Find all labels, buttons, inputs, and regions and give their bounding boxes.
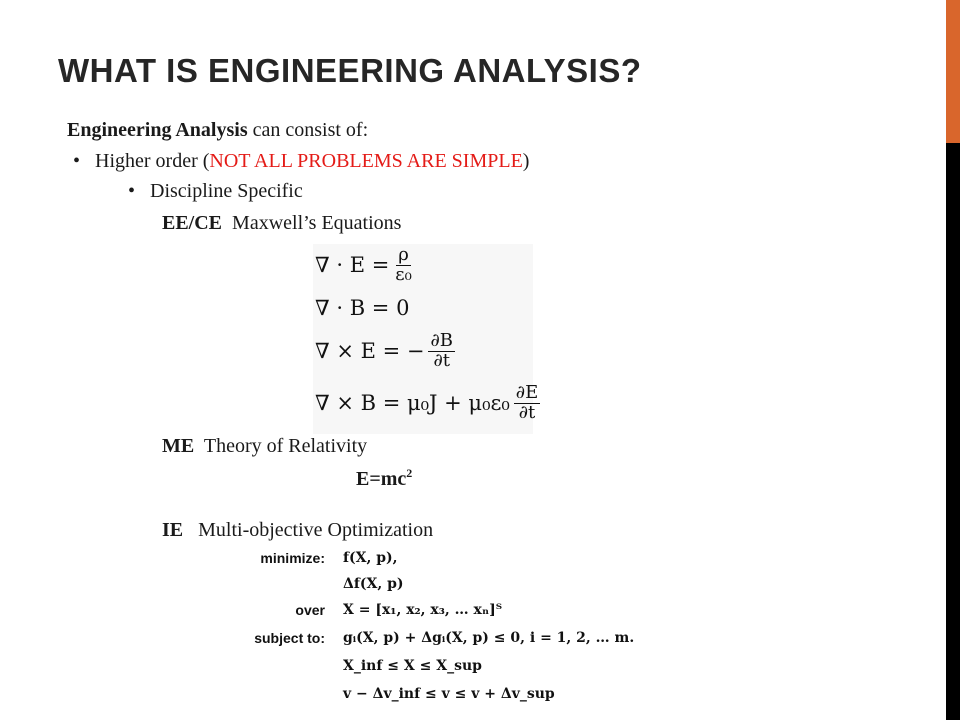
maxwell-eq-4: ∇ × B = μ₀J + μ₀ε₀ $\frac{\partial E}{\partial t}$: [315, 382, 539, 423]
maxwell-equations-image: [313, 244, 539, 434]
bullet1-prefix: Higher order (: [95, 150, 210, 172]
emc2-equation: $E=mc^2$: [356, 466, 413, 490]
intro-rest: can consist of:: [247, 119, 369, 141]
me-line: [162, 435, 367, 458]
ie-line: [162, 519, 433, 542]
opt-row: Δf(X, p): [343, 576, 404, 592]
maxwell-eq-2: ∇ · B = 0: [315, 296, 410, 320]
bullet1-suffix: ): [522, 150, 530, 172]
maxwell-eq-3: ∇ × E = − $\frac{\partial B}{\partial t}$: [315, 330, 454, 371]
opt-row: minimize: f(X, p),: [260, 550, 398, 566]
opt-row: over X = [x₁, x₂, x₃, … xₙ]ᵀ: [295, 602, 503, 618]
me-label: ME: [162, 435, 195, 457]
bullet2-text: Discipline Specific: [150, 180, 303, 202]
bullet-discipline-specific: [128, 180, 303, 203]
opt-row: X_inf ≤ X ≤ X_sup: [343, 658, 482, 674]
intro-bold: Engineering Analysis: [67, 119, 248, 141]
maxwell-eq-1: ∇ · E = $\frac{\rho}{\text{ε₀}}$: [315, 244, 412, 285]
bullet-dot-icon: •: [73, 150, 81, 172]
ee-line: [162, 212, 401, 235]
opt-row: subject to: gᵢ(X, p) + Δgᵢ(X, p) ≤ 0, i = 1, 2, … m.: [254, 630, 635, 646]
me-text: Theory of Relativity: [194, 435, 368, 457]
bullet-higher-order: [73, 150, 529, 173]
ee-text: Maxwell’s Equations: [222, 212, 402, 234]
opt-row: v − Δv_inf ≤ v ≤ v + Δv_sup: [343, 686, 555, 702]
side-accent-orange: [946, 0, 960, 143]
bullet-dot-icon: •: [128, 180, 136, 202]
ie-label: IE: [162, 519, 184, 541]
optimization-formulation-image: [240, 548, 680, 718]
bullet1-highlight: NOT ALL PROBLEMS ARE SIMPLE: [209, 150, 523, 172]
ee-label: EE/CE: [162, 212, 223, 234]
slide-title: WHAT IS ENGINEERING ANALYSIS?: [58, 52, 642, 89]
ie-text: Multi-objective Optimization: [183, 519, 434, 541]
intro-line: [67, 119, 368, 142]
